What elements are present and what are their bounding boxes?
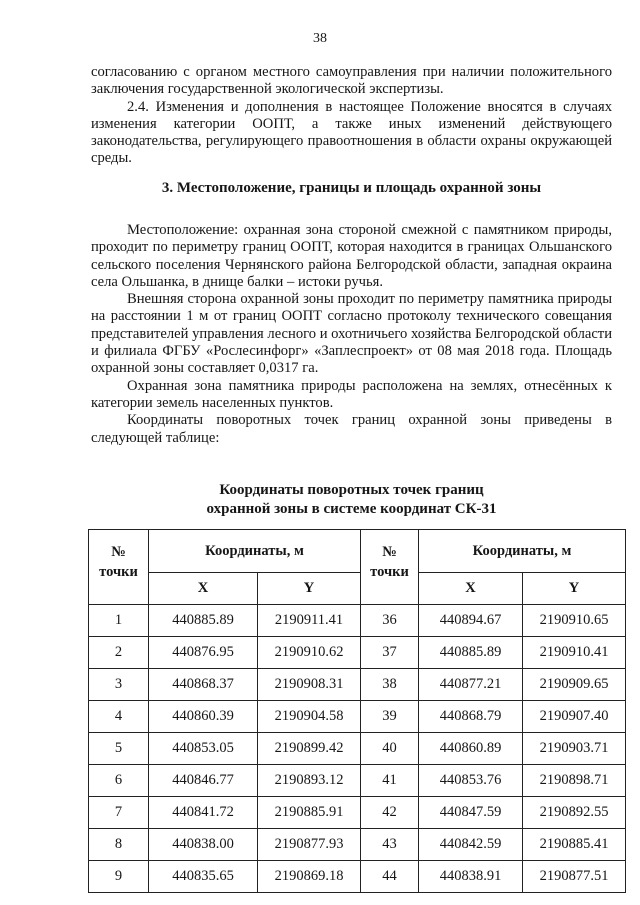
paragraph-table-intro: Координаты поворотных точек границ охранной зоны приведены в следующей таблице:	[91, 412, 612, 446]
table-row	[89, 733, 626, 765]
table-subheader-row	[89, 573, 626, 605]
table-row	[89, 605, 626, 637]
x-value: 440868.79	[419, 701, 523, 733]
coordinates-header-2: Координаты, м	[419, 530, 626, 573]
x-value: 440868.37	[149, 669, 258, 701]
y-value: 2190910.41	[523, 637, 626, 669]
x-value: 440838.00	[149, 829, 258, 861]
x-value: 440841.72	[149, 797, 258, 829]
point-number-header-2: № точки	[361, 530, 419, 605]
point-number: 1	[89, 605, 149, 637]
point-number: 37	[361, 637, 419, 669]
x-value: 440847.59	[419, 797, 523, 829]
paragraph-outer-boundary: Внешняя сторона охранной зоны проходит по периметру памятника природы на расстоянии 1 м от границ ООПТ согласно протоколу технического совещания представителей управления лесного и охотничьего хозяйства Белгородской области и филиала ФГБУ «Рослесинфорг» «Заплеспроект» от 08 мая 2018 года. Площадь охранной зоны составляет 0,0317 га.	[91, 291, 612, 377]
x-value: 440838.91	[419, 861, 523, 893]
table-row	[89, 861, 626, 893]
point-number: 39	[361, 701, 419, 733]
x-header: X	[149, 573, 258, 605]
y-value: 2190908.31	[258, 669, 361, 701]
point-number: 8	[89, 829, 149, 861]
table-caption-line-2: охранной зоны в системе координат СК-31	[206, 501, 497, 517]
y-value: 2190892.55	[523, 797, 626, 829]
point-number: 9	[89, 861, 149, 893]
x-value: 440853.76	[419, 765, 523, 797]
y-value: 2190910.65	[523, 605, 626, 637]
y-value: 2190885.41	[523, 829, 626, 861]
x-header-2: X	[419, 573, 523, 605]
point-number: 7	[89, 797, 149, 829]
section-title: 3. Местоположение, границы и площадь охранной зоны	[161, 180, 542, 196]
y-value: 2190907.40	[523, 701, 626, 733]
table-row	[89, 829, 626, 861]
table-caption-line-1: Координаты поворотных точек границ	[219, 482, 484, 498]
table-caption	[91, 481, 612, 519]
y-value: 2190903.71	[523, 733, 626, 765]
x-value: 440885.89	[149, 605, 258, 637]
point-number: 44	[361, 861, 419, 893]
paragraph-location: Местоположение: охранная зона стороной смежной с памятником природы, проходит по периметру границ ООПТ, которая находится в границах Ольшанского сельского поселения Чернянского района Белгородской области, западная окраина села Ольшанка, в днище балки – истоки ручья.	[91, 222, 612, 290]
table-header-row	[89, 530, 626, 573]
y-value: 2190893.12	[258, 765, 361, 797]
paragraph-land-category: Охранная зона памятника природы расположена на землях, отнесённых к категории земель населенных пунктов.	[91, 377, 612, 411]
table-row	[89, 765, 626, 797]
point-number: 5	[89, 733, 149, 765]
x-value: 440853.05	[149, 733, 258, 765]
coordinates-table	[88, 529, 626, 893]
point-number: 41	[361, 765, 419, 797]
x-value: 440860.39	[149, 701, 258, 733]
x-value: 440842.59	[419, 829, 523, 861]
x-value: 440894.67	[419, 605, 523, 637]
table-row	[89, 797, 626, 829]
y-value: 2190898.71	[523, 765, 626, 797]
x-value: 440876.95	[149, 637, 258, 669]
paragraph-2-4: 2.4. Изменения и дополнения в настоящее Положение вносятся в случаях изменения категории ООПТ, а также иных изменений действующего законодательства, регулирующего правоотношения в области охраны окружающей среды.	[91, 98, 612, 167]
point-number: 2	[89, 637, 149, 669]
paragraph-approval: согласованию с органом местного самоуправления при наличии положительного заключения государственной экологической экспертизы.	[91, 64, 612, 98]
y-value: 2190877.51	[523, 861, 626, 893]
y-value: 2190910.62	[258, 637, 361, 669]
y-value: 2190904.58	[258, 701, 361, 733]
y-value: 2190885.91	[258, 797, 361, 829]
point-number: 36	[361, 605, 419, 637]
table-row	[89, 637, 626, 669]
x-value: 440860.89	[419, 733, 523, 765]
point-number: 4	[89, 701, 149, 733]
section-text-block	[91, 222, 612, 447]
point-number: 42	[361, 797, 419, 829]
table-row	[89, 669, 626, 701]
y-value: 2190909.65	[523, 669, 626, 701]
point-number: 3	[89, 669, 149, 701]
y-value: 2190899.42	[258, 733, 361, 765]
x-value: 440835.65	[149, 861, 258, 893]
point-number: 43	[361, 829, 419, 861]
point-number: 38	[361, 669, 419, 701]
y-header: Y	[258, 573, 361, 605]
x-value: 440885.89	[419, 637, 523, 669]
table-row	[89, 701, 626, 733]
y-value: 2190869.18	[258, 861, 361, 893]
point-number-header: № точки	[89, 530, 149, 605]
y-value: 2190877.93	[258, 829, 361, 861]
y-header-2: Y	[523, 573, 626, 605]
x-value: 440846.77	[149, 765, 258, 797]
coordinates-header: Координаты, м	[149, 530, 361, 573]
intro-text-block	[91, 64, 612, 168]
page-number: 38	[313, 31, 327, 46]
y-value: 2190911.41	[258, 605, 361, 637]
x-value: 440877.21	[419, 669, 523, 701]
point-number: 40	[361, 733, 419, 765]
point-number: 6	[89, 765, 149, 797]
